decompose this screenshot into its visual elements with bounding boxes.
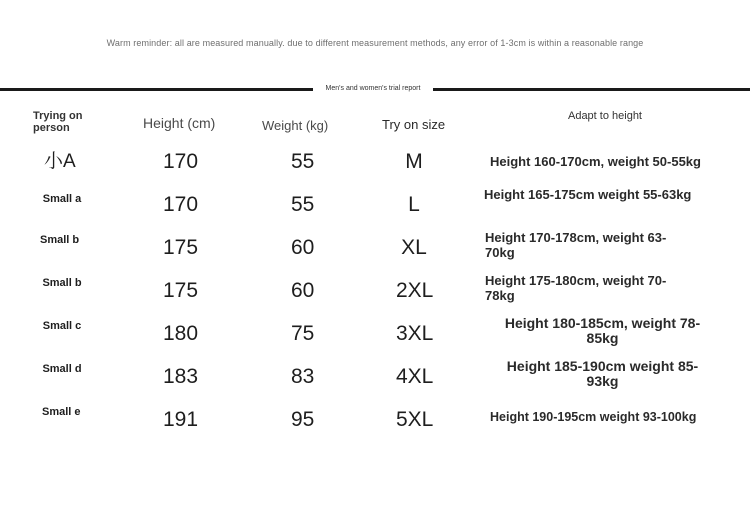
row-adapt: Height 160-170cm, weight 50-55kg	[490, 154, 701, 169]
warm-reminder-text: Warm reminder: all are measured manually. due to different measurement methods, any error of 1-3cm is within a reasonable range	[106, 38, 644, 48]
section-label: Men's and women's trial report	[325, 85, 421, 92]
row-height: 180	[163, 322, 199, 345]
row-height: 170	[163, 150, 199, 173]
row-weight: 83	[291, 365, 315, 388]
row-height: 170	[163, 193, 199, 216]
header-weight: Weight (kg)	[262, 118, 329, 133]
row-adapt: Height 175-180cm, weight 70-78kg	[485, 273, 667, 303]
row-height: 175	[163, 236, 199, 259]
row-person: Small c	[42, 320, 82, 332]
row-weight: 75	[291, 322, 315, 345]
row-weight: 95	[291, 408, 315, 431]
header-adapt-to-height: Adapt to height	[567, 110, 642, 122]
row-person: 小A	[44, 151, 76, 172]
row-size: 4XL	[396, 365, 434, 388]
table-row	[0, 358, 750, 408]
row-weight: 55	[291, 150, 315, 173]
row-weight: 60	[291, 236, 315, 259]
header-height: Height (cm)	[143, 115, 216, 131]
row-person: Small b	[40, 234, 80, 246]
table-row	[0, 408, 750, 451]
row-height: 183	[163, 365, 199, 388]
row-size: 3XL	[396, 322, 434, 345]
row-adapt: Height 165-175cm weight 55-63kg	[484, 187, 692, 202]
header-trying-on-person: Trying on person	[33, 110, 83, 134]
row-person: Small d	[42, 363, 82, 375]
row-weight: 60	[291, 279, 315, 302]
divider-line-right	[433, 88, 750, 91]
row-person: Small a	[42, 193, 82, 205]
row-size: XL	[401, 236, 427, 259]
row-height: 191	[163, 408, 199, 431]
row-adapt: Height 180-185cm, weight 78-85kg	[504, 315, 701, 346]
row-person: Small b	[42, 277, 82, 289]
row-adapt: Height 190-195cm weight 93-100kg	[490, 410, 697, 424]
divider-line-left	[0, 88, 313, 91]
row-size: 5XL	[396, 408, 434, 431]
row-size: L	[408, 193, 420, 216]
section-divider	[0, 83, 750, 95]
header-try-on-size: Try on size	[382, 117, 446, 132]
row-person: Small e	[42, 406, 81, 418]
row-weight: 55	[291, 193, 315, 216]
row-size: 2XL	[396, 279, 434, 302]
row-adapt: Height 185-190cm weight 85-93kg	[506, 358, 699, 389]
row-adapt: Height 170-178cm, weight 63-70kg	[485, 230, 667, 260]
row-height: 175	[163, 279, 199, 302]
row-size: M	[405, 150, 423, 173]
